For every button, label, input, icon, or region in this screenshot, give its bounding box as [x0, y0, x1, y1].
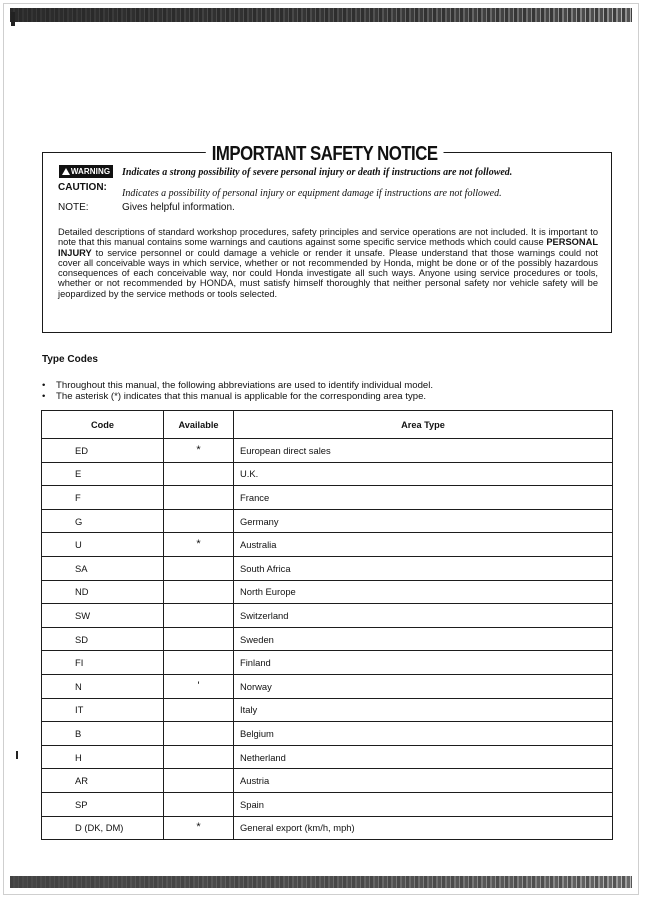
type-code-cell: ED [42, 439, 164, 463]
type-code-cell: AR [42, 769, 164, 793]
table-row [42, 722, 613, 746]
type-code-cell: E [42, 462, 164, 486]
area-type-cell: Australia [234, 533, 613, 557]
availability-cell [164, 462, 234, 486]
availability-cell [164, 722, 234, 746]
table-row [42, 580, 613, 604]
warning-badge-label: WARNING [70, 167, 111, 176]
type-code-cell: SA [42, 556, 164, 580]
table-row [42, 651, 613, 675]
availability-cell [164, 580, 234, 604]
type-code-cell: G [42, 509, 164, 533]
table-row [42, 745, 613, 769]
type-code-cell: N [42, 674, 164, 698]
availability-cell [164, 792, 234, 816]
availability-cell [164, 627, 234, 651]
caution-description: Indicates a possibility of personal injury or equipment damage if instructions are not followed. [122, 188, 502, 199]
type-code-cell: ND [42, 580, 164, 604]
area-type-cell: South Africa [234, 556, 613, 580]
caution-label: CAUTION: [58, 182, 107, 193]
table-row [42, 486, 613, 510]
area-type-cell: Netherland [234, 745, 613, 769]
type-codes-title: Type Codes [42, 354, 98, 365]
table-row [42, 792, 613, 816]
table-row [42, 698, 613, 722]
safety-notice-title [54, 143, 596, 165]
area-type-cell: France [234, 486, 613, 510]
type-code-cell: FI [42, 651, 164, 675]
availability-cell: * [164, 816, 234, 840]
availability-cell: * [164, 439, 234, 463]
area-type-cell: Germany [234, 509, 613, 533]
type-codes-bullet-2: • The asterisk (*) indicates that this manual is applicable for the corresponding area type. [42, 392, 602, 403]
area-type-cell: Norway [234, 674, 613, 698]
code-column-header: Code [42, 411, 164, 439]
availability-cell [164, 698, 234, 722]
note-description: Gives helpful information. [122, 202, 235, 213]
safety-paragraph [58, 227, 598, 299]
type-code-cell: SW [42, 604, 164, 628]
type-code-cell: SD [42, 627, 164, 651]
warning-icon [62, 168, 70, 175]
area-type-cell: European direct sales [234, 439, 613, 463]
table-row [42, 674, 613, 698]
availability-cell: * [164, 533, 234, 557]
warning-badge [59, 165, 113, 178]
table-header-row [42, 411, 613, 439]
safety-paragraph-before: Detailed descriptions of standard workshop procedures, safety principles and service operations are not included. It is important to note that this manual contains some warnings and cautions against some specific service methods which could cause [58, 227, 598, 248]
table-row [42, 533, 613, 557]
available-column-header: Available [164, 411, 234, 439]
area-type-cell: North Europe [234, 580, 613, 604]
table-row [42, 816, 613, 840]
scan-band-bottom [10, 876, 632, 888]
personal-injury-emphasis: PERSONAL INJURY [58, 237, 598, 258]
table-row [42, 439, 613, 463]
area-type-cell: General export (km/h, mph) [234, 816, 613, 840]
area-type-cell: Austria [234, 769, 613, 793]
availability-cell [164, 509, 234, 533]
type-code-cell: U [42, 533, 164, 557]
availability-cell [164, 651, 234, 675]
area-type-cell: Finland [234, 651, 613, 675]
area-type-cell: Sweden [234, 627, 613, 651]
type-code-cell: SP [42, 792, 164, 816]
type-code-cell: B [42, 722, 164, 746]
area-type-column-header: Area Type [234, 411, 613, 439]
availability-cell [164, 486, 234, 510]
note-label: NOTE: [58, 202, 89, 213]
area-type-cell: Belgium [234, 722, 613, 746]
type-code-cell: F [42, 486, 164, 510]
safety-notice-title-text: IMPORTANT SAFETY NOTICE [206, 143, 444, 165]
warning-description: Indicates a strong possibility of severe personal injury or death if instructions are not followed. [122, 167, 513, 178]
scan-mark-left-top [11, 12, 15, 26]
scan-mark-left-middle [16, 751, 18, 759]
availability-cell [164, 769, 234, 793]
table-row [42, 627, 613, 651]
availability-cell [164, 604, 234, 628]
type-code-cell: IT [42, 698, 164, 722]
type-code-cell: D (DK, DM) [42, 816, 164, 840]
area-type-cell: Switzerland [234, 604, 613, 628]
table-row [42, 769, 613, 793]
type-codes-bullet-1: • Throughout this manual, the following abbreviations are used to identify individual model. [42, 381, 602, 392]
availability-cell [164, 556, 234, 580]
table-row [42, 556, 613, 580]
area-type-cell: U.K. [234, 462, 613, 486]
availability-cell [164, 745, 234, 769]
availability-cell: ' [164, 674, 234, 698]
type-code-cell: H [42, 745, 164, 769]
type-codes-bullets [42, 381, 602, 402]
table-row [42, 604, 613, 628]
type-codes-table [41, 410, 613, 840]
table-row [42, 462, 613, 486]
safety-paragraph-after: to service personnel or could damage a vehicle or render it unsafe. Please understand that those warnings could not cover all conceivable ways in which service, whether or not recommended by Honda, might be done or of the possibly hazardous consequences of each conceivable way, nor could Honda investigate all such ways. Anyone using service procedures or tools, whether or not recommended by HONDA, must satisfy himself thoroughly that neither personal safety nor vehicle safety will be jeopardized by the service methods or tools selected. [58, 247, 598, 299]
area-type-cell: Italy [234, 698, 613, 722]
scan-band-top [10, 8, 632, 22]
area-type-cell: Spain [234, 792, 613, 816]
table-row [42, 509, 613, 533]
